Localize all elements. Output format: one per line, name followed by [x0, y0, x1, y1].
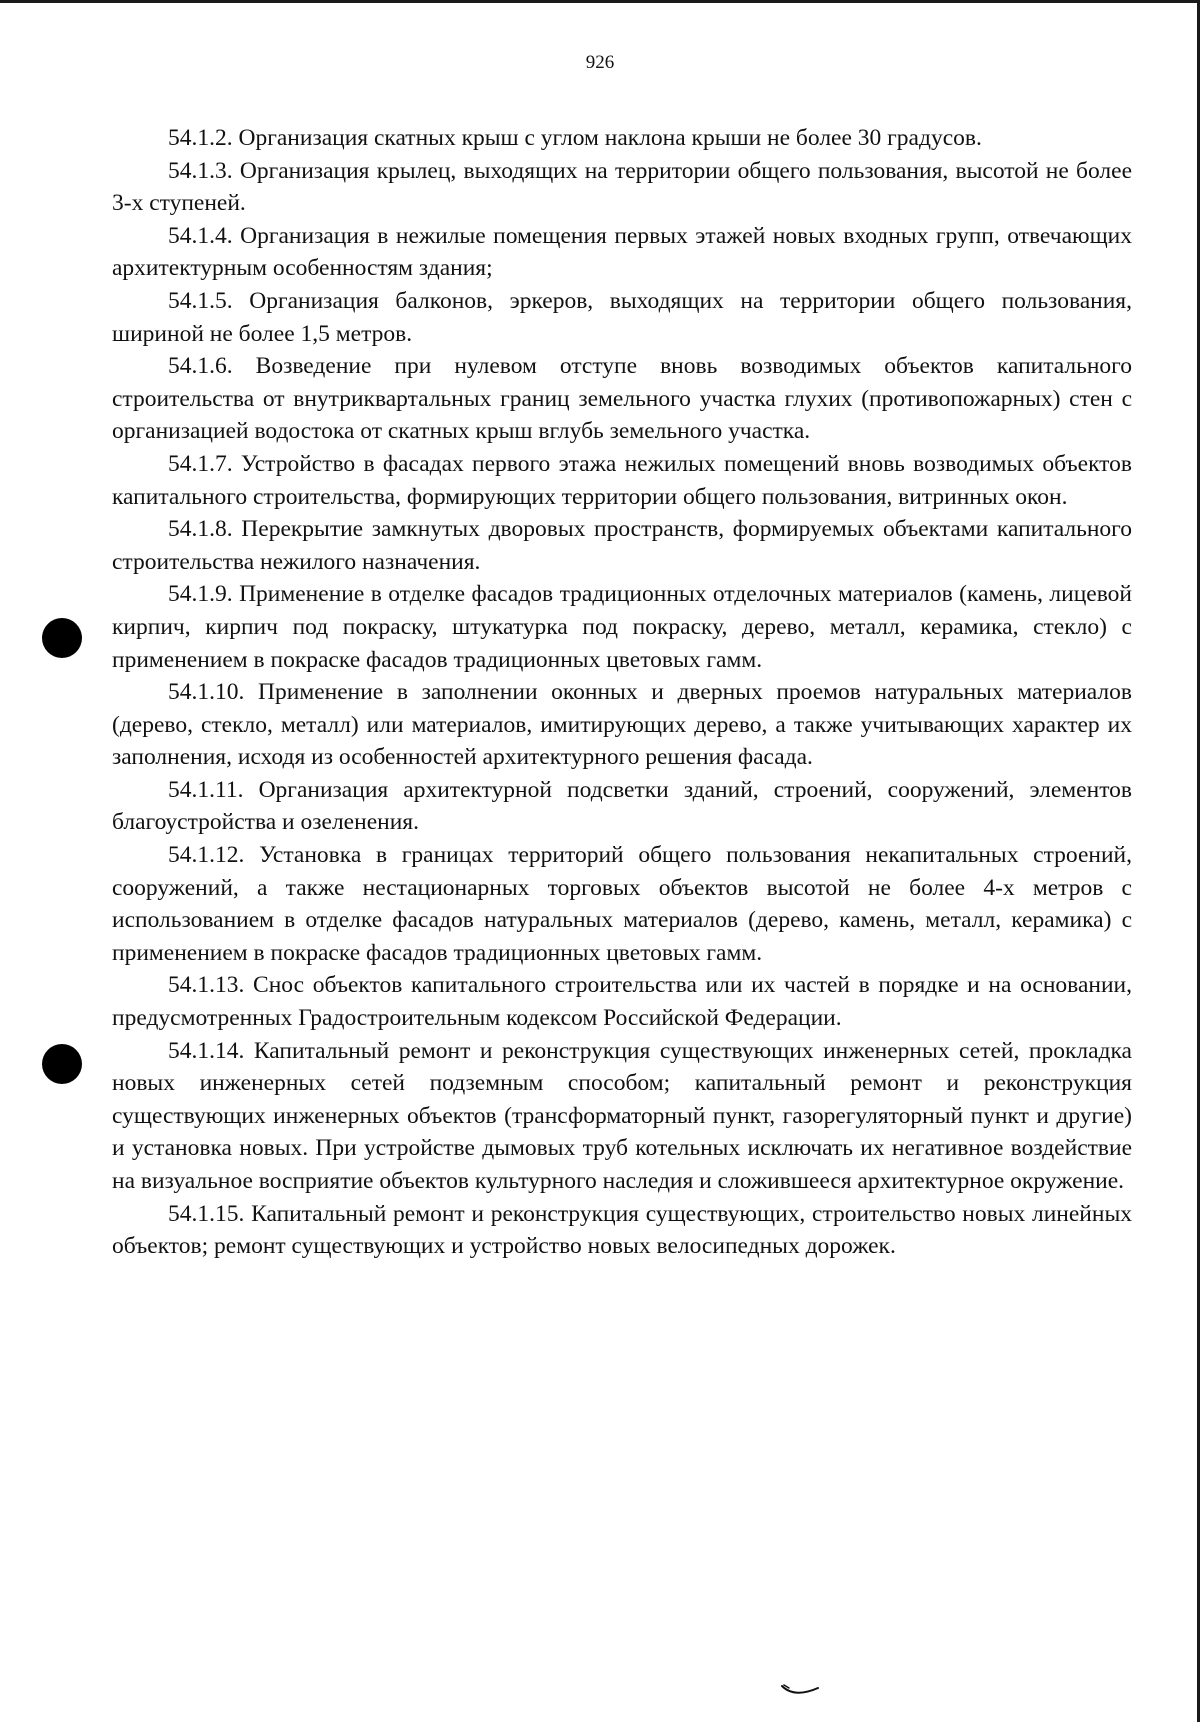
clause-54-1-4: 54.1.4. Организация в нежилые помещения первых этажей новых входных групп, отвечающих архитектурным особенностям здания; [112, 222, 1132, 282]
punch-hole-mark [42, 1044, 82, 1084]
clause-54-1-14: 54.1.14. Капитальный ремонт и реконструкция существующих инженерных сетей, прокладка новых инженерных сетей подземным способом; капитальный ремонт и реконструкция существующих инженерных объектов (трансформаторный пункт, газорегуляторный пункт и другие) и установка новых. При устройстве дымовых труб котельных исключать их негативное воздействие на визуальное восприятие объектов культурного наследия и сложившееся архитектурное окружение. [112, 1037, 1132, 1194]
punch-hole-mark [42, 618, 82, 658]
clause-54-1-7: 54.1.7. Устройство в фасадах первого этажа нежилых помещений вновь возводимых объектов капитального строительства, формирующих территории общего пользования, витринных окон. [112, 450, 1132, 510]
document-body [112, 122, 1132, 1263]
clause-54-1-12: 54.1.12. Установка в границах территорий общего пользования некапитальных строений, сооружений, а также нестационарных торговых объектов высотой не более 4-х метров с использованием в отделке фасадов натуральных материалов (дерево, камень, металл, керамика) с применением в покраске фасадов традиционных цветовых гамм. [112, 842, 1132, 966]
page-number: 926 [585, 52, 615, 73]
clause-54-1-9: 54.1.9. Применение в отделке фасадов традиционных отделочных материалов (камень, лицевой кирпич, кирпич под покраску, штукатурка под покраску, дерево, металл, керамика, стекло) с применением в покраске фасадов традиционных цветовых гамм. [112, 581, 1132, 673]
clause-54-1-13: 54.1.13. Снос объектов капитального строительства или их частей в порядке и на основании, предусмотренных Градостроительным кодексом Российской Федерации. [112, 972, 1132, 1032]
clause-54-1-15: 54.1.15. Капитальный ремонт и реконструкция существующих, строительство новых линейных объектов; ремонт существующих и устройство новых велосипедных дорожек. [112, 1200, 1132, 1260]
clause-54-1-11: 54.1.11. Организация архитектурной подсветки зданий, строений, сооружений, элементов благоустройства и озеленения. [112, 776, 1132, 836]
clause-54-1-8: 54.1.8. Перекрытие замкнутых дворовых пространств, формируемых объектами капитального строительства нежилого назначения. [112, 516, 1132, 575]
clause-54-1-10: 54.1.10. Применение в заполнении оконных и дверных проемов натуральных материалов (дерево, стекло, металл) или материалов, имитирующих дерево, а также учитывающих характер их заполнения, исходя из особенностей архитектурного решения фасада. [112, 679, 1132, 771]
clause-54-1-6: 54.1.6. Возведение при нулевом отступе вновь возводимых объектов капитального строительства от внутриквартальных границ земельного участка глухих (противопожарных) стен с организацией водостока от скатных крыш вглубь земельного участка. [112, 353, 1132, 445]
clause-54-1-3: 54.1.3. Организация крылец, выходящих на территории общего пользования, высотой не более 3-х ступеней. [112, 157, 1132, 217]
pen-stroke-mark [780, 1682, 820, 1698]
scan-top-edge [0, 0, 1200, 3]
clause-54-1-2: 54.1.2. Организация скатных крыш с углом наклона крыши не более 30 градусов. [168, 125, 982, 151]
clause-54-1-5: 54.1.5. Организация балконов, эркеров, выходящих на территории общего пользования, шириной не более 1,5 метров. [112, 287, 1132, 347]
